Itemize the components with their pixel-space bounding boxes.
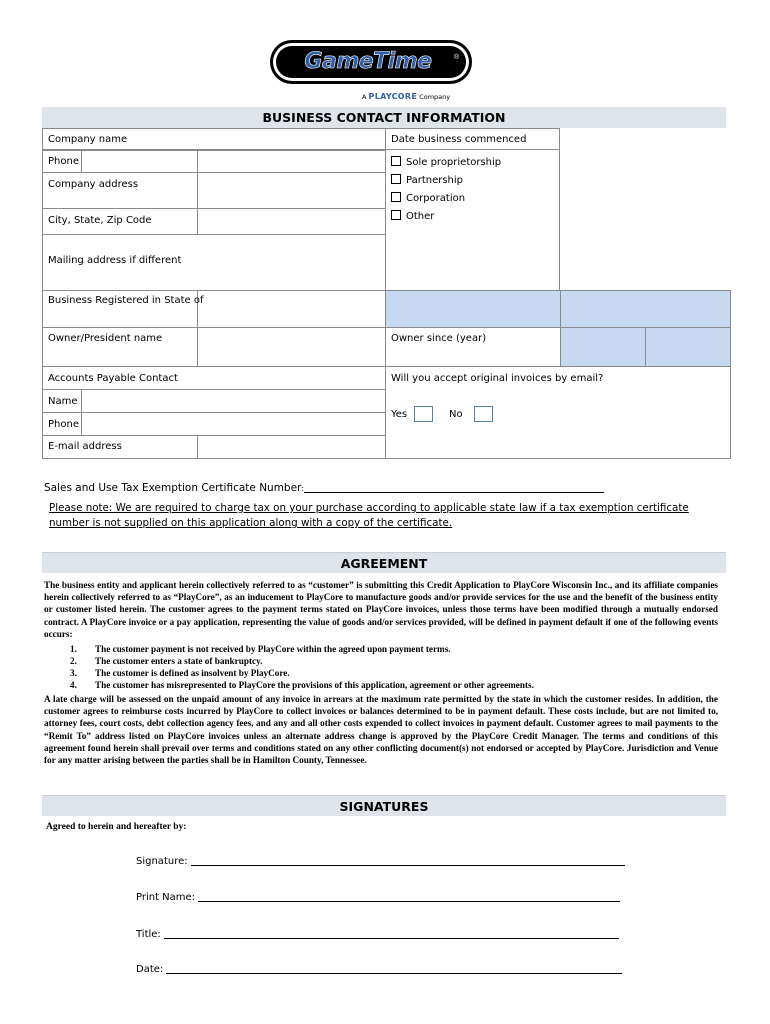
date-commenced-label: Date business commenced [391, 134, 527, 145]
agreement-header: AGREEMENT [42, 552, 726, 573]
date-input[interactable] [166, 973, 622, 974]
title-label: Title: [136, 929, 161, 940]
list-item: 4. The customer has misrepresented to PlayCore the provisions of this application, agreement or other agreements. [70, 680, 534, 690]
email-invoices-label: Will you accept original invoices by email? [391, 373, 604, 384]
city-field-right[interactable] [197, 208, 386, 235]
address-field-right[interactable] [197, 172, 386, 209]
checkbox-icon[interactable] [391, 192, 401, 202]
default-events-list [70, 643, 534, 691]
signature-input[interactable] [191, 865, 625, 866]
playcore-wordmark: PLAYCORE [368, 92, 418, 101]
registered-state-shaded-2 [560, 290, 731, 328]
registered-state-label: Business Registered in State of [48, 295, 204, 306]
no-checkbox[interactable] [474, 406, 493, 422]
tax-note: Please note: We are required to charge tax on your purchase according to applicable state law if a tax exemption certificate number is not supplied on this application along with a copy of the certificate. [49, 502, 689, 529]
tax-cert-input[interactable] [304, 492, 604, 493]
registered-state-field[interactable] [197, 290, 386, 328]
agreement-closing: A late charge will be assessed on the unpaid amount of any invoice in arrears at the maximum rate permitted by the state in which the customer resides. In addition, the customer agrees to reimburse costs incurred by PlayCore to collect invoices or balances determined to be in payment default. These costs include, but are not limited to, attorney fees, court costs, debt collection agency fees, and any and all other costs expended to collect invoices in payment default. Customer agrees to mail payments to the “Remit To” address listed on PlayCore invoices unless an alternate address change is approved by the PlayCore Credit Manager. The terms and conditions of this agreement found herein shall prevail over terms and conditions stated on any other conflicting document(s) not endorsed or accepted by PlayCore. Jurisdiction and Venue for any matter arising between the parties shall be in Hamilton County, Tennessee. [44, 694, 718, 766]
owner-name-field[interactable] [197, 327, 386, 367]
signature-label: Signature: [136, 856, 188, 867]
company-address-label: Company address [48, 179, 139, 190]
list-item: 3. The customer is defined as insolvent by PlayCore. [70, 668, 290, 678]
ap-phone-label: Phone [48, 419, 79, 430]
checkbox-icon[interactable] [391, 156, 401, 166]
tax-cert-label: Sales and Use Tax Exemption Certificate Number [44, 482, 302, 494]
logo-registered-mark: ® [454, 54, 460, 61]
business-contact-header: BUSINESS CONTACT INFORMATION [42, 107, 726, 128]
option-other[interactable]: Other [391, 210, 434, 222]
agreement-intro: The business entity and applicant herein collectively referred to as “customer” is submitting this Credit Application to PlayCore Wisconsin Inc., and its affiliate companies herein collectively referred to as “PlayCore”, as an inducement to PlayCore to manufacture goods and/or provide services for the use and the benefit of the business entity or customer listed herein. The customer agrees to the payment terms stated on PlayCore invoices, unless those terms have been modified through a mutually endorsed contract. A PlayCore invoice or a pay application, representing the value of goods and/or services provided, will be defined in payment default if one of the following events occurs: [44, 580, 718, 639]
checkbox-icon[interactable] [391, 174, 401, 184]
city-state-zip-label: City, State, Zip Code [48, 215, 152, 226]
title-input[interactable] [164, 938, 619, 939]
ap-contact-label: Accounts Payable Contact [48, 373, 178, 384]
signature-row [136, 856, 625, 867]
yes-checkbox[interactable] [414, 406, 433, 422]
owner-since-field-2[interactable] [645, 327, 731, 367]
checkbox-icon[interactable] [391, 210, 401, 220]
date-label: Date: [136, 964, 164, 975]
list-item: 1. The customer payment is not received by PlayCore within the agreed upon payment terms. [70, 644, 451, 654]
ap-phone-field[interactable] [81, 412, 386, 436]
print-name-label: Print Name: [136, 892, 196, 903]
email-address-label: E-mail address [48, 441, 122, 452]
title-row [136, 929, 619, 940]
email-field[interactable] [197, 435, 386, 459]
phone-label: Phone [48, 156, 79, 167]
owner-name-label: Owner/President name [48, 333, 163, 344]
no-label: No [449, 409, 463, 420]
option-corporation[interactable]: Corporation [391, 192, 465, 204]
print-name-input[interactable] [198, 901, 620, 902]
owner-since-label: Owner since (year) [391, 333, 487, 344]
option-sole-proprietorship[interactable]: Sole proprietorship [391, 156, 501, 168]
phone-field[interactable] [81, 150, 198, 173]
registered-state-shaded-1 [385, 290, 561, 328]
yes-label: Yes [391, 409, 408, 420]
logo-tagline: A PLAYCORE Company [362, 92, 451, 101]
option-partnership[interactable]: Partnership [391, 174, 463, 186]
date-row [136, 964, 622, 975]
address-field[interactable] [42, 172, 198, 209]
signatures-header: SIGNATURES [42, 795, 726, 816]
mailing-address-label: Mailing address if different [48, 255, 182, 266]
print-name-row [136, 892, 620, 903]
agreed-statement: Agreed to herein and hereafter by: [46, 822, 187, 832]
list-item: 2. The customer enters a state of bankruptcy. [70, 656, 263, 666]
gametime-logo [270, 40, 472, 84]
company-name-label: Company name [48, 134, 128, 145]
tax-cert-line[interactable]: Sales and Use Tax Exemption Certificate Number: [44, 482, 604, 494]
logo-wordmark: GameTime [304, 49, 432, 74]
phone-field-right[interactable] [197, 150, 386, 173]
ap-name-field[interactable] [81, 389, 386, 413]
ap-name-label: Name [48, 396, 78, 407]
owner-since-field[interactable] [560, 327, 646, 367]
